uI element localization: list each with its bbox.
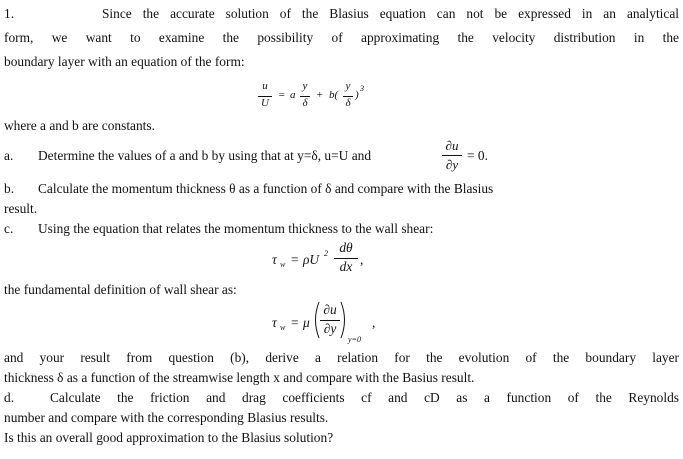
part-d-cont: number and compare with the corresponding Blasius results.	[4, 410, 329, 425]
part-d-text: Calculate the friction and drag coefficients cf and cD as a function of the Reynolds	[50, 390, 679, 405]
eq1-cube: 3	[360, 84, 364, 93]
eq1-y1: y	[302, 80, 308, 92]
intro-line-2: form, we want to examine the possibility of approximating the velocity distribution in the	[4, 30, 679, 45]
eq3-equals: =	[291, 315, 299, 330]
part-d	[4, 390, 679, 406]
wall-shear-intro: the fundamental definition of wall shear as:	[4, 282, 237, 297]
eq2-comma: ,	[360, 252, 364, 267]
part-a-label: a.	[4, 148, 14, 163]
part-b-text: Calculate the momentum thickness θ as a function of δ and compare with the Blasius	[38, 181, 494, 196]
eq1-b: b(	[329, 89, 339, 101]
eq2-dtheta: dθ	[339, 240, 353, 255]
eq3-dy: ∂y	[323, 321, 337, 336]
derive-line-1: and your result from question (b), derive a relation for the evolution of the boundary layer	[4, 350, 679, 365]
eq1-close: )	[355, 89, 359, 101]
eq1-delta1: δ	[302, 97, 308, 109]
intro-line-1: 1. Since the accurate solution of the Blasius equation can not be expressed in an analytical	[4, 6, 679, 21]
eq2-rhoU: ρU	[303, 252, 320, 267]
part-c	[4, 221, 433, 237]
eq1-U: U	[261, 97, 269, 109]
part-b-cont: result.	[4, 201, 38, 216]
part-a-du: ∂u	[445, 138, 459, 153]
eq1-equals: =	[278, 89, 286, 101]
eq2-tau: τ	[272, 252, 277, 267]
eq1-a: a	[290, 89, 296, 101]
part-a-dy: ∂y	[445, 157, 459, 172]
eq3-comma: ,	[372, 315, 376, 330]
eq3-sub: y=0	[348, 335, 361, 344]
eq1-delta2: δ	[345, 97, 351, 109]
part-c-label: c.	[4, 221, 14, 236]
constants-line: where a and b are constants.	[4, 118, 155, 133]
eq2-w: w	[280, 260, 286, 269]
part-c-text: Using the equation that relates the momentum thickness to the wall shear:	[38, 221, 434, 236]
part-a-text: Determine the values of a and b by using that at y=δ, u=U and	[38, 148, 372, 163]
part-b	[4, 181, 493, 197]
eq3-right-paren	[339, 300, 349, 340]
part-d-label: d.	[4, 390, 15, 405]
eq3-du: ∂u	[323, 302, 337, 317]
eq3-mu: μ	[303, 315, 310, 330]
eq3-w: w	[280, 323, 286, 332]
part-a	[4, 148, 371, 164]
part-a-frac-bar	[442, 155, 462, 156]
intro-line-3: boundary layer with an equation of the form:	[4, 54, 245, 69]
eq1-u: u	[262, 80, 268, 92]
derive-line-2: thickness δ as a function of the streamwise length x and compare with the Basius result.	[4, 370, 475, 385]
eq2-equals: =	[291, 252, 299, 267]
eq2-square: 2	[324, 249, 328, 258]
part-a-end: = 0.	[467, 148, 488, 163]
part-b-label: b.	[4, 181, 15, 196]
eq2-dx: dx	[339, 259, 353, 274]
eq1-plus: +	[316, 89, 324, 101]
final-question: Is this an overall good approximation to the Blasius solution?	[4, 430, 334, 445]
eq3-tau: τ	[272, 315, 277, 330]
eq1-y2: y	[345, 80, 351, 92]
